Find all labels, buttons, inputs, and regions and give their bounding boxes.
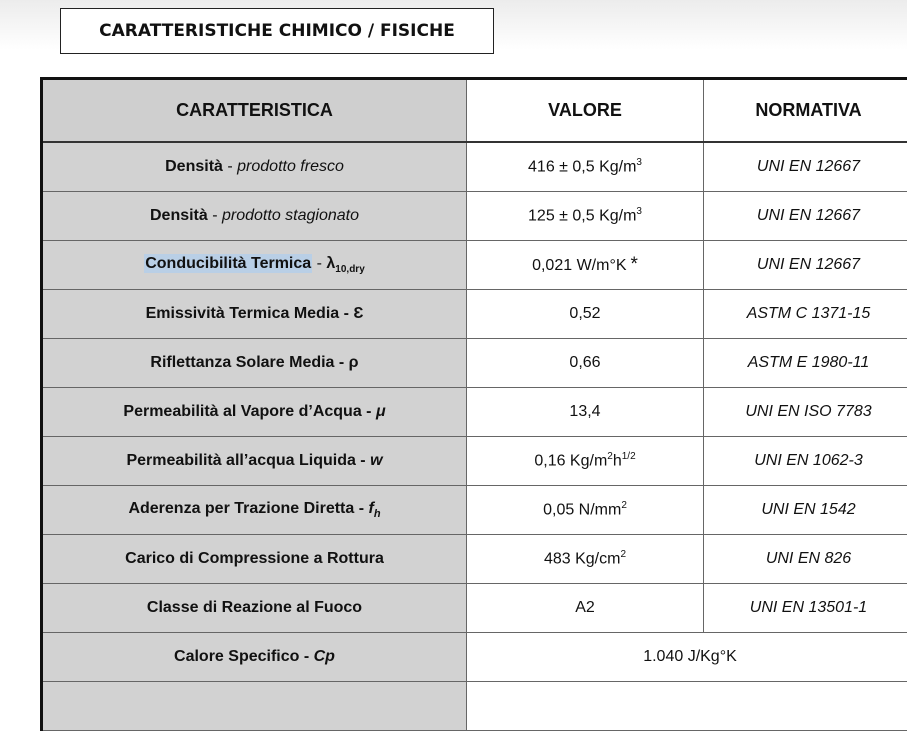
value-superscript: 2	[621, 500, 627, 511]
characteristic-name: Riflettanza Solare Media - ρ	[150, 354, 358, 371]
characteristic-detail: prodotto stagionato	[222, 207, 359, 224]
characteristic-name: Emissività Termica Media - Ɛ	[146, 305, 364, 322]
standard-cell: UNI EN 1542	[704, 486, 907, 535]
value-cell-merged: 1.040 J/Kg°K	[467, 633, 907, 682]
characteristic-cell	[42, 192, 467, 241]
value-text: 0,16 Kg/m	[534, 453, 607, 470]
footnote-asterisk: *	[631, 254, 638, 275]
characteristic-symbol: w	[370, 452, 382, 469]
characteristic-name: Aderenza per Trazione Diretta -	[128, 500, 368, 517]
symbol-text: f	[369, 500, 374, 517]
table-row	[42, 388, 907, 437]
value-text: 0,021 W/m°K	[532, 257, 626, 274]
value-superscript: 3	[636, 206, 642, 217]
value-cell: 0,66	[467, 339, 704, 388]
characteristic-symbol: μ	[376, 403, 386, 420]
value-cell	[467, 486, 704, 535]
value-cell	[467, 535, 704, 584]
value-superscript: 2	[620, 549, 626, 560]
characteristic-separator: -	[208, 207, 222, 224]
properties-table	[40, 77, 907, 731]
standard-cell: UNI EN ISO 7783	[704, 388, 907, 437]
characteristic-name: Permeabilità all’acqua Liquida -	[126, 452, 370, 469]
characteristic-cell	[42, 486, 467, 535]
characteristic-separator: -	[223, 158, 237, 175]
value-cell	[467, 241, 704, 290]
characteristic-cell	[42, 535, 467, 584]
table-row	[42, 437, 907, 486]
section-title	[60, 8, 494, 54]
value-cell	[467, 437, 704, 486]
table-row	[42, 584, 907, 633]
header-standard: NORMATIVA	[704, 79, 907, 143]
standard-cell: UNI EN 1062-3	[704, 437, 907, 486]
table-row	[42, 535, 907, 584]
characteristic-cell	[42, 437, 467, 486]
symbol-subscript: 10,dry	[335, 264, 364, 275]
table-row	[42, 241, 907, 290]
value-cell	[467, 192, 704, 241]
table-row	[42, 290, 907, 339]
value-text: 0,05 N/mm	[543, 502, 621, 519]
characteristic-name: Classe di Reazione al Fuoco	[147, 599, 362, 616]
characteristic-cell	[42, 633, 467, 682]
value-text: 483 Kg/cm	[544, 551, 620, 568]
value-cell	[467, 142, 704, 192]
value-cell: 0,52	[467, 290, 704, 339]
characteristic-name: Carico di Compressione a Rottura	[125, 550, 384, 567]
characteristic-detail: prodotto fresco	[237, 158, 344, 175]
table-row	[42, 339, 907, 388]
characteristic-name: Densità	[165, 158, 223, 175]
characteristic-name: Calore Specifico -	[174, 648, 314, 665]
table-row	[42, 142, 907, 192]
table-row	[42, 486, 907, 535]
value-superscript: 2	[607, 451, 613, 462]
standard-cell: ASTM C 1371-15	[704, 290, 907, 339]
header-characteristic: CARATTERISTICA	[42, 79, 467, 143]
table-header-row	[42, 79, 907, 143]
standard-cell: UNI EN 13501-1	[704, 584, 907, 633]
section-title-text: CARATTERISTICHE CHIMICO / FISICHE	[99, 21, 455, 41]
value-text: 125 ± 0,5 Kg/m	[528, 208, 636, 225]
characteristic-cell	[42, 142, 467, 192]
value-superscript: 3	[636, 157, 642, 168]
characteristic-name: Permeabilità al Vapore d’Acqua -	[123, 403, 376, 420]
table-row	[42, 633, 907, 682]
characteristic-cell	[42, 241, 467, 290]
value-cell	[467, 682, 907, 731]
value-superscript-2: 1/2	[622, 451, 636, 462]
standard-cell: UNI EN 12667	[704, 192, 907, 241]
lambda-symbol	[326, 255, 364, 272]
value-text-mid: h	[613, 453, 622, 470]
symbol-text: λ	[326, 255, 335, 272]
value-cell: 13,4	[467, 388, 704, 437]
characteristic-name-highlighted[interactable]: Conducibilità Termica	[144, 254, 312, 273]
table-row	[42, 192, 907, 241]
symbol-subscript: h	[374, 508, 381, 520]
standard-cell: UNI EN 12667	[704, 241, 907, 290]
table-row-cut	[42, 682, 907, 731]
characteristic-separator: -	[312, 255, 326, 272]
standard-cell: UNI EN 826	[704, 535, 907, 584]
characteristic-cell	[42, 290, 467, 339]
characteristic-symbol	[369, 500, 381, 517]
characteristic-cell	[42, 584, 467, 633]
characteristic-name: Densità	[150, 207, 208, 224]
header-value: VALORE	[467, 79, 704, 143]
value-text: 416 ± 0,5 Kg/m	[528, 159, 636, 176]
standard-cell: ASTM E 1980-11	[704, 339, 907, 388]
characteristic-symbol: Cp	[314, 648, 335, 665]
value-cell: A2	[467, 584, 704, 633]
characteristic-cell	[42, 682, 467, 731]
characteristic-cell	[42, 388, 467, 437]
standard-cell: UNI EN 12667	[704, 142, 907, 192]
characteristic-cell	[42, 339, 467, 388]
